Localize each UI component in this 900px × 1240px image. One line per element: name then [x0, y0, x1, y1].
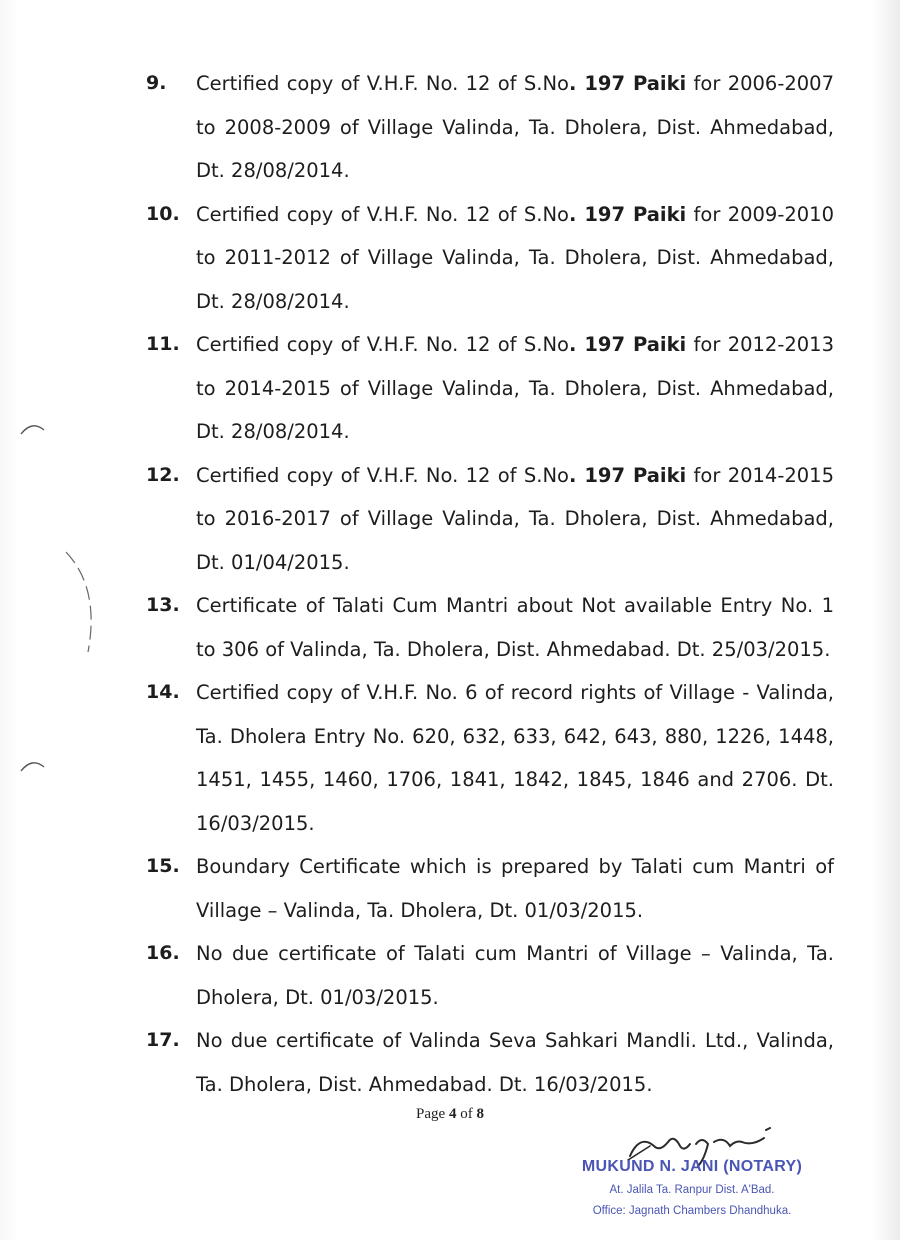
- list-item: [146, 584, 834, 671]
- item-text: No due certificate of Valinda Seva Sahkari Mandli. Ltd., Valinda, Ta. Dholera, Dist. Ahmedabad. Dt. 16/03/2015.: [196, 1029, 834, 1096]
- page-number: Page 4 of 8: [416, 1106, 484, 1122]
- list-item: [146, 454, 834, 585]
- item-text: Boundary Certificate which is prepared by Talati cum Mantri of Village – Valinda, Ta. Dholera, Dt. 01/03/2015.: [196, 855, 834, 922]
- list-item: [146, 932, 834, 1019]
- binding-hole-mark: [18, 755, 48, 775]
- item-number: 14.: [146, 681, 180, 703]
- item-text: No due certificate of Talati cum Mantri of Village – Valinda, Ta. Dholera, Dt. 01/03/2015.: [196, 942, 834, 1009]
- stamp-address-line: Office: Jagnath Chambers Dhandhuka.: [592, 1205, 792, 1217]
- scan-curve-mark: [60, 548, 100, 658]
- item-text: Certified copy of V.H.F. No. 6 of record rights of Village - Valinda, Ta. Dholera Entry No. 620, 632, 633, 642, 643, 880, 1226, 1448, 1451, 1455, 1460, 1706, 1841, 1842, 1845, 1846 and 2706. Dt. 16/03/2015.: [196, 681, 834, 835]
- list-item: [146, 193, 834, 324]
- item-text: Certified copy of V.H.F. No. 12 of S.No. 197 Paiki for 2006-2007 to 2008-2009 of Village Valinda, Ta. Dholera, Dist. Ahmedabad, Dt. 28/08/2014.: [196, 72, 834, 182]
- stamp-name: MUKUND N. JANI (NOTARY): [581, 1158, 803, 1175]
- list-item: [146, 62, 834, 193]
- item-number: 15.: [146, 855, 180, 877]
- item-text: Certified copy of V.H.F. No. 12 of S.No. 197 Paiki for 2014-2015 to 2016-2017 of Village Valinda, Ta. Dholera, Dist. Ahmedabad, Dt. 01/04/2015.: [196, 463, 834, 574]
- item-text: Certified copy of V.H.F. No. 12 of S.No. 197 Paiki for 2012-2013 to 2014-2015 of Village Valinda, Ta. Dholera, Dist. Ahmedabad, Dt. 28/08/2014.: [196, 333, 834, 443]
- item-number: 11.: [146, 333, 180, 355]
- item-text: Certificate of Talati Cum Mantri about Not available Entry No. 1 to 306 of Valinda, Ta. Dholera, Dist. Ahmedabad. Dt. 25/03/2015.: [196, 594, 834, 661]
- document-list: [146, 62, 834, 1106]
- item-number: 12.: [146, 463, 180, 486]
- list-item: [146, 671, 834, 845]
- list-item: [146, 845, 834, 932]
- item-number: 16.: [146, 942, 180, 964]
- binding-hole-mark: [18, 418, 48, 438]
- item-text: Certified copy of V.H.F. No. 12 of S.No. 197 Paiki for 2009-2010 to 2011-2012 of Village Valinda, Ta. Dholera, Dist. Ahmedabad, Dt. 28/08/2014.: [196, 202, 834, 313]
- item-number: 13.: [146, 594, 180, 616]
- item-number: 9.: [146, 72, 167, 94]
- stamp-address-line: At. Jalila Ta. Ranpur Dist. A'Bad.: [609, 1184, 775, 1196]
- list-item: [146, 323, 834, 454]
- notary-stamp: [562, 1116, 822, 1228]
- item-number: 10.: [146, 202, 180, 225]
- item-number: 17.: [146, 1029, 180, 1051]
- list-item: [146, 1019, 834, 1106]
